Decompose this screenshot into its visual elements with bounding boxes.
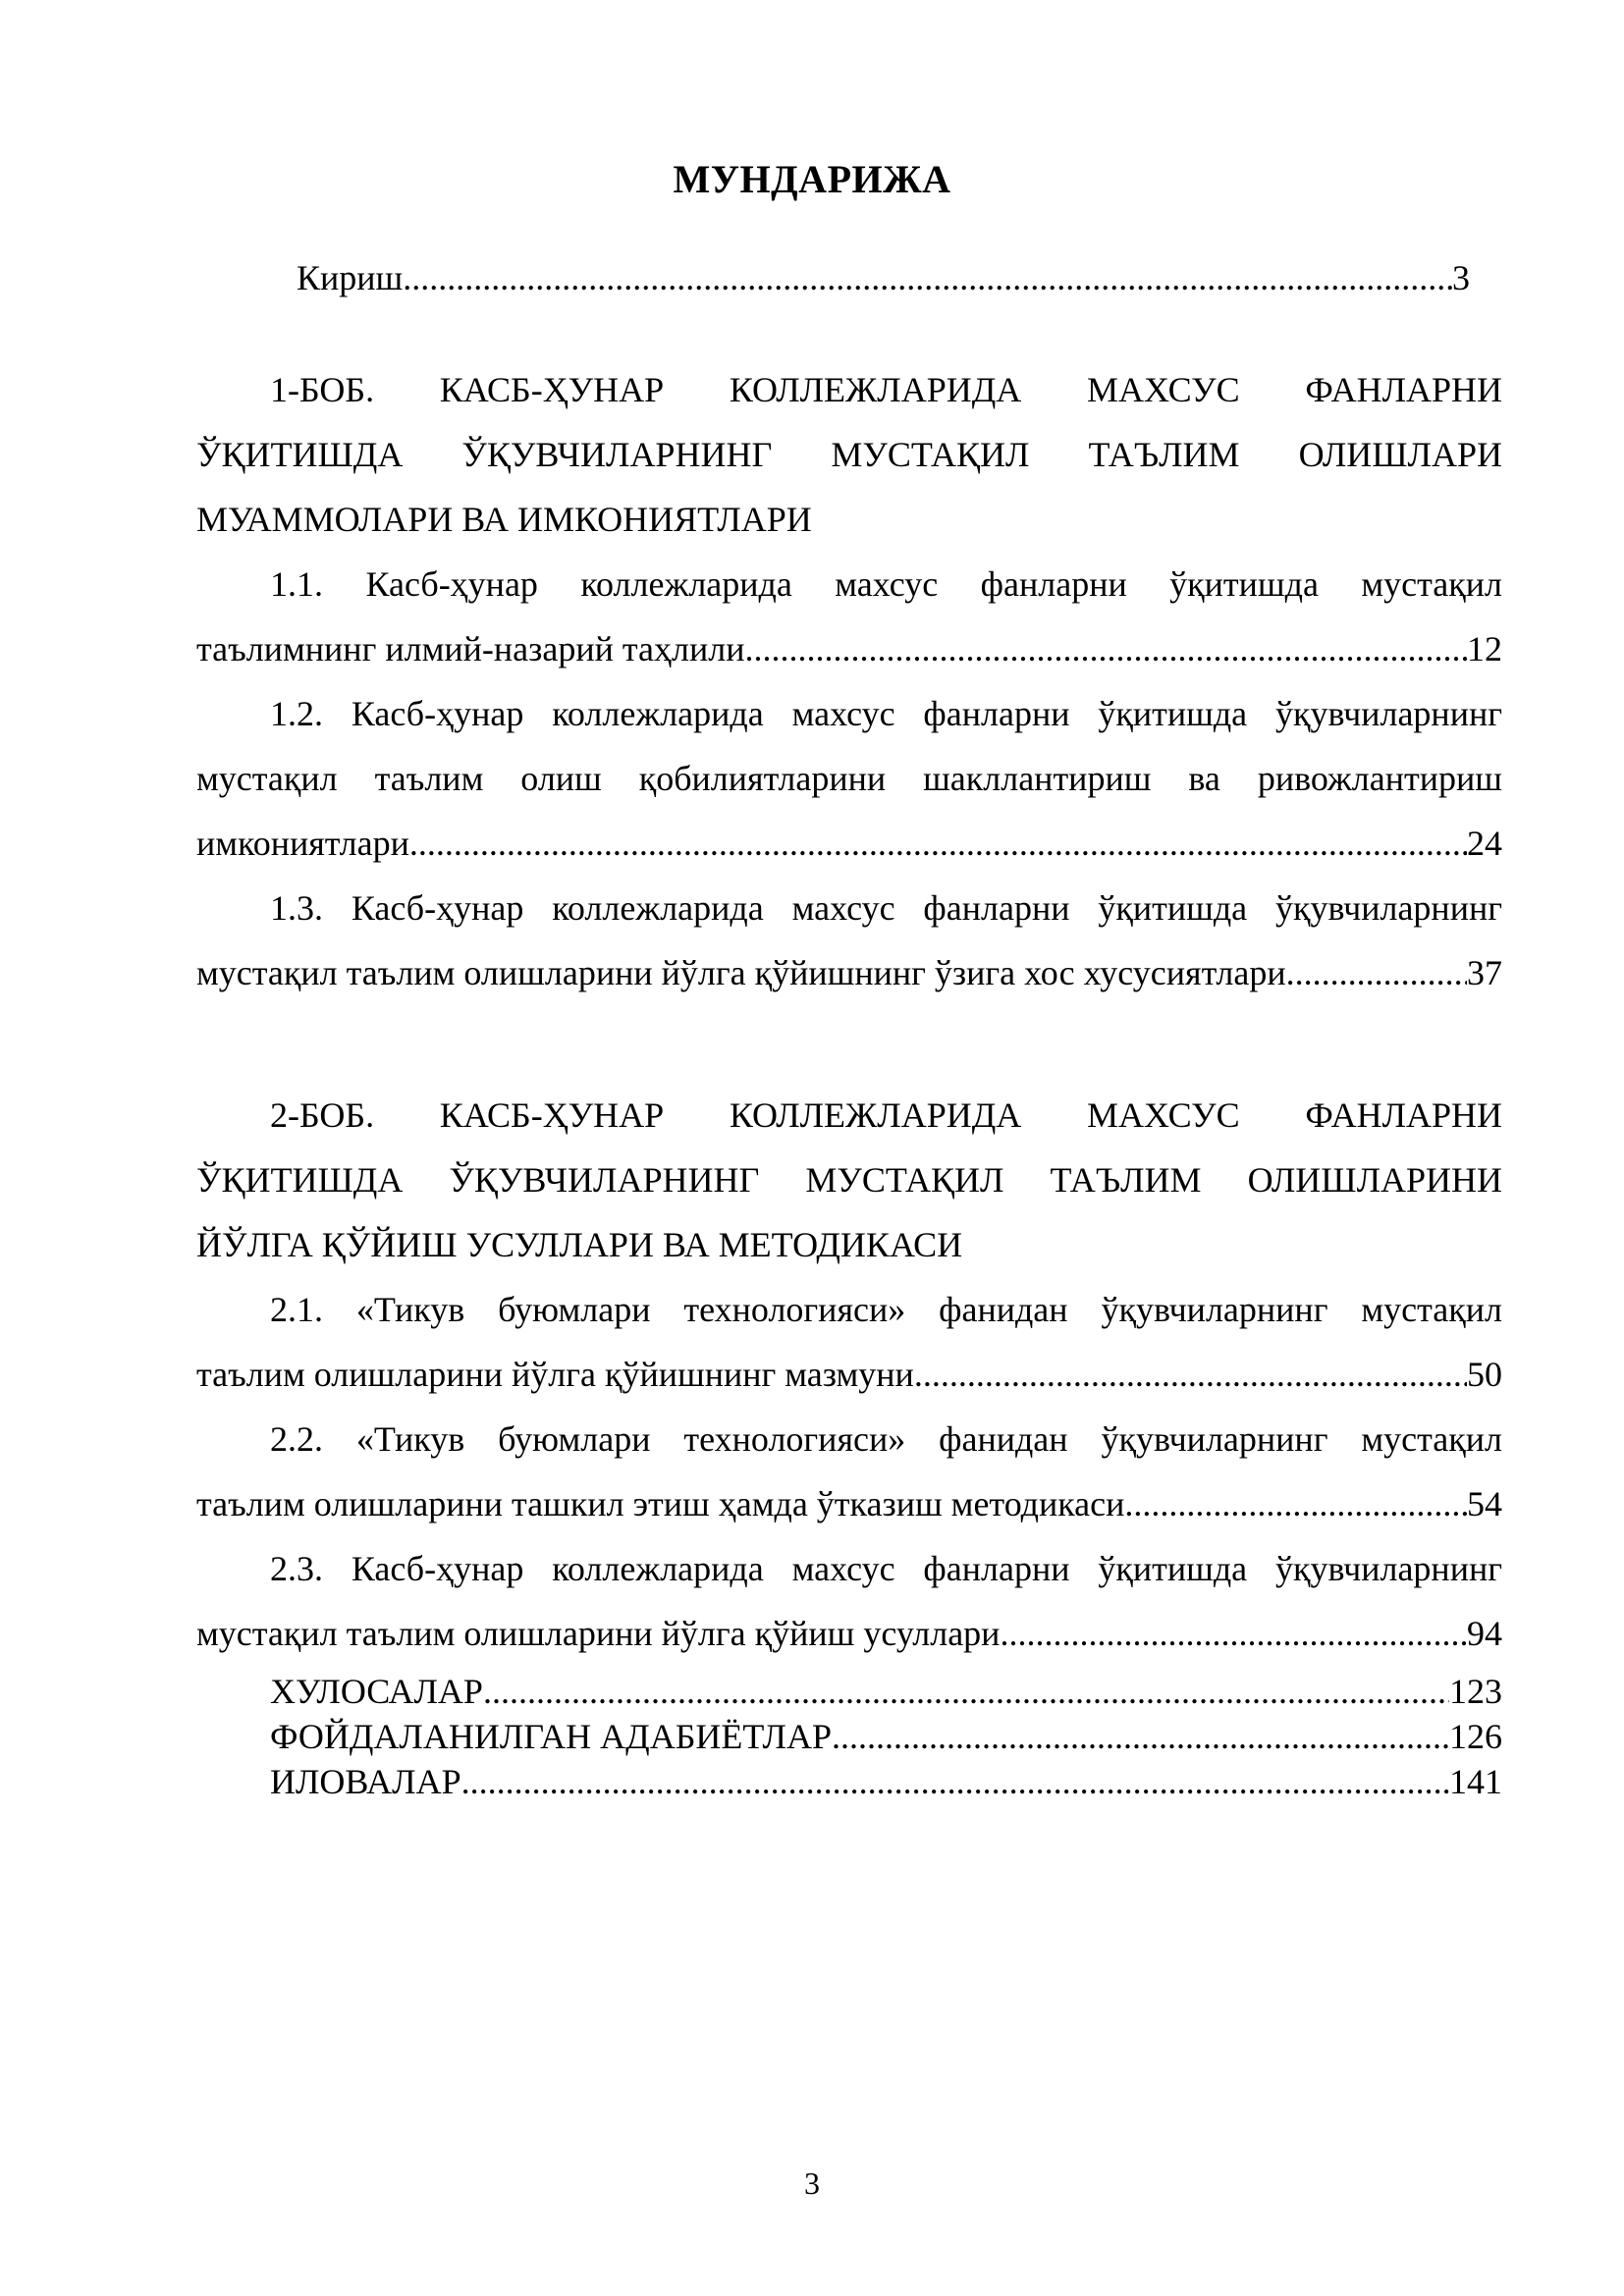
dot-leader — [483, 1669, 1449, 1714]
dot-leader — [409, 811, 1467, 876]
toc-section-1-2-line-2: мустақил таълим олиш қобилиятларини шакллантириш ва ривожлантириш — [196, 759, 1502, 798]
toc-entry-2-1[interactable] — [196, 1342, 1502, 1407]
toc-section-2-2-line-1: 2.2. «Тикув буюмлари технологияси» фанидан ўқувчиларнинг мустақил — [270, 1419, 1502, 1459]
toc-page-number: 94 — [1467, 1614, 1502, 1653]
chapter-1-heading-line-3: МУАММОЛАРИ ВА ИМКОНИЯТЛАРИ — [196, 500, 812, 539]
toc-page-number: 50 — [1467, 1355, 1502, 1394]
dot-leader — [403, 245, 1452, 310]
toc-entry-label: таълим олишларини ташкил этиш ҳамда ўтказиш методикаси — [196, 1484, 1125, 1523]
toc-entry-references[interactable] — [270, 1714, 1502, 1759]
toc-section-1-1-line-1: 1.1. Касб-ҳунар коллежларида махсус фанларни ўқитишда мустақил — [270, 564, 1502, 604]
toc-section-1-2-line-1: 1.2. Касб-ҳунар коллежларида махсус фанларни ўқитишда ўқувчиларнинг — [270, 694, 1502, 733]
dot-leader — [744, 616, 1467, 681]
dot-leader — [1286, 940, 1467, 1005]
dot-leader — [1124, 1471, 1467, 1536]
toc-entry-label: ХУЛОСАЛАР — [270, 1672, 483, 1711]
toc-entry-appendices[interactable] — [270, 1759, 1502, 1804]
toc-entry-label: таълимнинг илмий-назарий таҳлили — [196, 629, 745, 668]
dot-leader — [461, 1759, 1449, 1804]
toc-page-number: 126 — [1449, 1717, 1502, 1756]
chapter-1-heading-line-1: 1-БОБ. КАСБ-ҲУНАР КОЛЛЕЖЛАРИДА МАХСУС ФАНЛАРНИ — [270, 370, 1502, 409]
page-title: МУНДАРИЖА — [673, 157, 951, 201]
toc-entry-2-2[interactable] — [196, 1471, 1502, 1536]
dot-leader — [832, 1714, 1449, 1759]
toc-entry-label: таълим олишларини йўлга қўйишнинг мазмуни — [196, 1355, 914, 1394]
toc-page-number: 24 — [1467, 824, 1502, 863]
chapter-2-heading-line-3: ЙЎЛГА ҚЎЙИШ УСУЛЛАРИ ВА МЕТОДИКАСИ — [196, 1225, 963, 1264]
chapter-2-heading-line-1: 2-БОБ. КАСБ-ҲУНАР КОЛЛЕЖЛАРИДА МАХСУС ФАНЛАРНИ — [270, 1095, 1502, 1135]
toc-section-2-1-line-1: 2.1. «Тикув буюмлари технологияси» фанидан ўқувчиларнинг мустақил — [270, 1290, 1502, 1329]
toc-entry-2-3[interactable] — [196, 1601, 1502, 1666]
toc-page-number: 123 — [1449, 1672, 1502, 1711]
toc-entry-label: мустақил таълим олишларини йўлга қўйишнинг ўзига хос хусусиятлари — [196, 953, 1286, 992]
toc-entry-conclusions[interactable] — [270, 1669, 1502, 1714]
chapter-1-heading-line-2: ЎҚИТИШДА ЎҚУВЧИЛАРНИНГ МУСТАҚИЛ ТАЪЛИМ ОЛИШЛАРИ — [196, 435, 1502, 474]
dot-leader — [1000, 1601, 1467, 1666]
page-number: 3 — [804, 2165, 820, 2201]
toc-entry-label: ИЛОВАЛАР — [270, 1762, 461, 1801]
toc-entry-label: Кириш — [297, 258, 404, 297]
toc-page-number: 37 — [1467, 953, 1502, 992]
chapter-2-heading-line-2: ЎҚИТИШДА ЎҚУВЧИЛАРНИНГ МУСТАҚИЛ ТАЪЛИМ ОЛИШЛАРИНИ — [196, 1160, 1502, 1200]
toc-entry-intro[interactable] — [297, 245, 1470, 310]
toc-entry-1-1[interactable] — [196, 616, 1502, 681]
toc-page-number: 3 — [1452, 258, 1470, 297]
toc-page-number: 54 — [1467, 1484, 1502, 1523]
toc-entry-label: ФОЙДАЛАНИЛГАН АДАБИЁТЛАР — [270, 1717, 832, 1756]
toc-section-2-3-line-1: 2.3. Касб-ҳунар коллежларида махсус фанларни ўқитишда ўқувчиларнинг — [270, 1549, 1502, 1588]
toc-entry-label: мустақил таълим олишларини йўлга қўйиш усуллари — [196, 1614, 1001, 1653]
toc-section-1-3-line-1: 1.3. Касб-ҳунар коллежларида махсус фанларни ўқитишда ўқувчиларнинг — [270, 888, 1502, 928]
toc-entry-1-3[interactable] — [196, 940, 1502, 1005]
dot-leader — [914, 1342, 1467, 1407]
toc-page-number: 141 — [1449, 1762, 1502, 1801]
toc-entry-label: имкониятлари — [196, 824, 409, 863]
toc-entry-1-2[interactable] — [196, 811, 1502, 876]
toc-page-number: 12 — [1467, 629, 1502, 668]
